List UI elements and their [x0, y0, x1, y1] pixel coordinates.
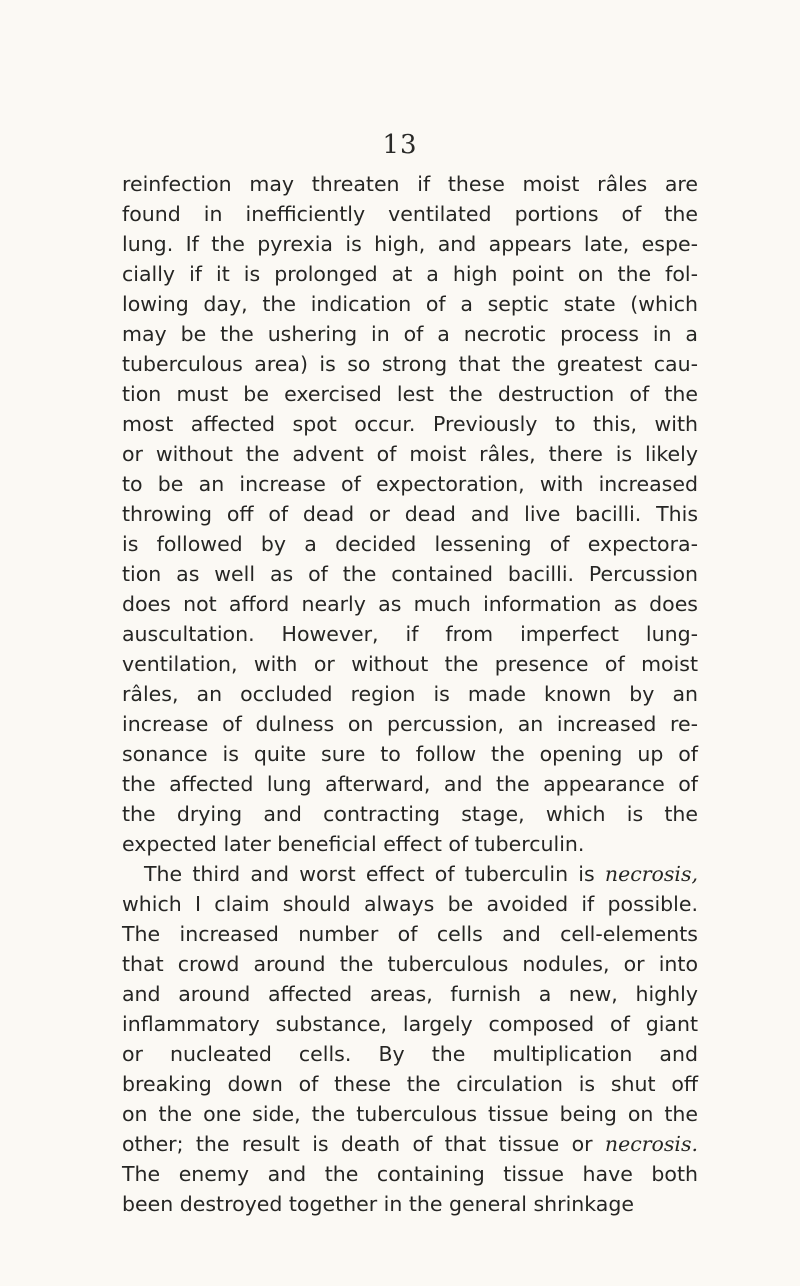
- text-line: tuberculous area) is so strong that the greatest cau-: [122, 352, 698, 376]
- text-line: the drying and contracting stage, which is the: [122, 802, 698, 826]
- text-run: other; the result is death of that tissue or: [122, 1132, 605, 1156]
- text-line: which I claim should always be avoided if possible.: [122, 892, 698, 916]
- text-line: expected later beneficial effect of tuberculin.: [122, 832, 585, 856]
- text-line: or nucleated cells. By the multiplication and: [122, 1042, 698, 1066]
- text-line: to be an increase of expectoration, with increased: [122, 472, 698, 496]
- text-line: found in inefficiently ventilated portions of the: [122, 202, 698, 226]
- text-line: or without the advent of moist râles, there is likely: [122, 442, 698, 466]
- text-line: the affected lung afterward, and the appearance of: [122, 772, 698, 796]
- text-line: The enemy and the containing tissue have both: [122, 1162, 698, 1186]
- text-line: ventilation, with or without the presence of moist: [122, 652, 698, 676]
- italic-term: necrosis,: [604, 862, 698, 886]
- italic-term: necrosis.: [604, 1132, 698, 1156]
- text-line: lowing day, the indication of a septic state (which: [122, 292, 698, 316]
- text-line-mixed: [122, 1129, 698, 1159]
- text-line: tion must be exercised lest the destruction of the: [122, 382, 698, 406]
- text-line: may be the ushering in of a necrotic process in a: [122, 322, 698, 346]
- body-text: [122, 169, 698, 1219]
- text-line: most affected spot occur. Previously to this, with: [122, 412, 698, 436]
- text-line: does not afford nearly as much information as does: [122, 592, 698, 616]
- text-line: lung. If the pyrexia is high, and appears late, espe-: [122, 232, 698, 256]
- page-number: 13: [382, 130, 418, 160]
- text-line: throwing off of dead or dead and live bacilli. This: [122, 502, 698, 526]
- text-line: been destroyed together in the general shrinkage: [122, 1192, 634, 1216]
- text-line: and around affected areas, furnish a new, highly: [122, 982, 698, 1006]
- text-line: cially if it is prolonged at a high point on the fol-: [122, 262, 698, 286]
- text-line: increase of dulness on percussion, an increased re-: [122, 712, 698, 736]
- text-line: The increased number of cells and cell-elements: [122, 922, 698, 946]
- text-line: râles, an occluded region is made known by an: [122, 682, 698, 706]
- text-line: tion as well as of the contained bacilli. Percussion: [122, 562, 698, 586]
- text-line-mixed: [122, 859, 698, 889]
- text-run: The third and worst effect of tuberculin is: [144, 862, 605, 886]
- text-line: on the one side, the tuberculous tissue being on the: [122, 1102, 698, 1126]
- text-line: that crowd around the tuberculous nodules, or into: [122, 952, 698, 976]
- text-line: inflammatory substance, largely composed of giant: [122, 1012, 698, 1036]
- text-line: breaking down of these the circulation is shut off: [122, 1072, 698, 1096]
- text-line: auscultation. However, if from imperfect lung-: [122, 622, 698, 646]
- text-line: sonance is quite sure to follow the opening up of: [122, 742, 698, 766]
- text-line: is followed by a decided lessening of expectora-: [122, 532, 698, 556]
- text-line: reinfection may threaten if these moist râles are: [122, 172, 698, 196]
